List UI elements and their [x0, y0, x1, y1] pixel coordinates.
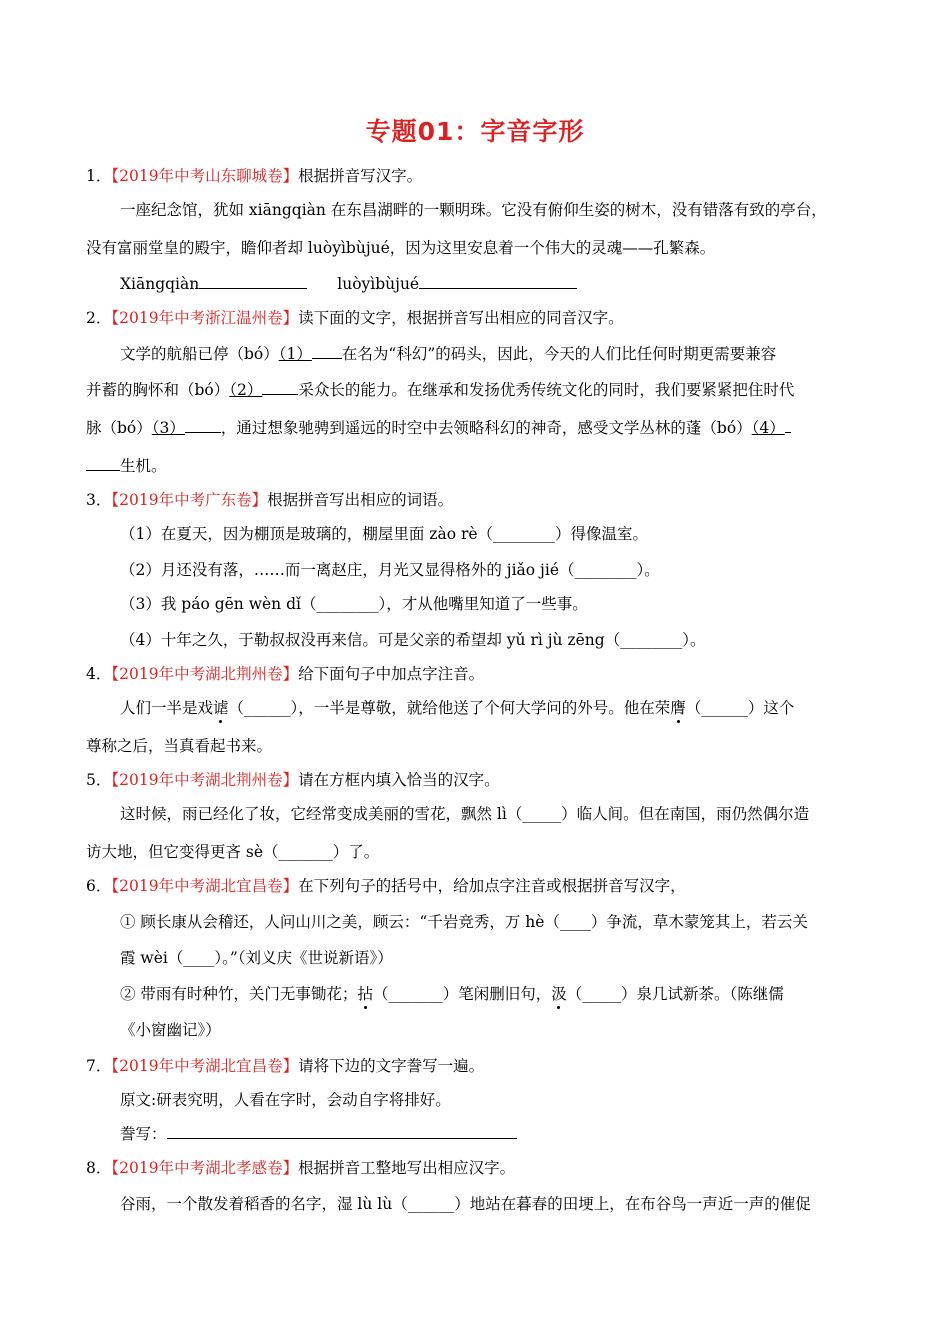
dotted-character: 谑: [213, 699, 229, 717]
question-2-header: 2．【2019年中考浙江温州卷】读下面的文字，根据拼音写出相应的同音汉字。: [86, 309, 624, 327]
question-2-text: 脉（bó）（3） ，通过想象驰骋到遥远的时空中去领略科幻的神奇，感受文学丛林的蓬（bó）（4）: [86, 418, 791, 438]
question-source: 【2019年中考湖北宜昌卷】: [111, 1057, 299, 1075]
dotted-character: 汲: [551, 985, 567, 1003]
question-7-copy-line: 誊写：: [120, 1124, 517, 1144]
question-3-item: （2）月还没有落，……而一离赵庄，月光又显得格外的 jiǎo jié（________）。: [120, 561, 660, 579]
question-3-header: 3．【2019年中考广东卷】根据拼音写出相应的词语。: [86, 491, 454, 509]
question-source: 【2019年中考山东聊城卷】: [111, 167, 299, 185]
question-source: 【2019年中考湖北孝感卷】: [111, 1159, 299, 1177]
question-3-item: （3）我 páo gēn wèn dǐ（________），才从他嘴里知道了一些事。: [120, 595, 588, 613]
question-2-text: 生机。: [86, 456, 167, 476]
answer-blank[interactable]: [419, 274, 577, 289]
question-6-text: ① 顾长康从会稽还，人问山川之美，顾云：“千岩竞秀，万 hè（____）争流，草木蒙笼其上，若云关: [120, 913, 808, 931]
question-1-text: 没有富丽堂皇的殿宇，瞻仰者却 luòyìbùjué，因为这里安息着一个伟大的灵魂——孔繁森。: [86, 239, 716, 257]
question-1-header: 1．【2019年中考山东聊城卷】根据拼音写汉字。: [86, 167, 423, 185]
answer-blank[interactable]: [262, 380, 298, 395]
question-8-header: 8．【2019年中考湖北孝感卷】根据拼音工整地写出相应汉字。: [86, 1159, 516, 1177]
dotted-character: 膺: [670, 699, 686, 717]
question-7-text: 原文:研表究明，人看在字时，会动自字将排好。: [120, 1091, 451, 1109]
question-2-text: 文学的航船已停（bó）（1） 在名为“科幻”的码头，因此，今天的人们比任何时期更需要兼容: [120, 345, 777, 363]
question-6-text: 霞 wèi（____）。”（刘义庆《世说新语》）: [120, 949, 393, 967]
question-4-text: 尊称之后，当真看起书来。: [86, 737, 273, 755]
answer-blank[interactable]: [185, 418, 221, 433]
question-5-text: 这时候，雨已经化了妆，它经常变成美丽的雪花，飘然 lì（_____）临人间。但在南国，雨仍然偶尔造: [120, 805, 810, 823]
question-4-text: 人们一半是戏谑（______），一半是尊敬，就给他送了个何大学问的外号。他在荣膺（______）这个: [120, 699, 795, 717]
answer-blank[interactable]: [167, 1124, 517, 1139]
question-5-text: 访大地，但它变得更吝 sè（_______）了。: [86, 843, 380, 861]
page-title: 专题01：字音字形: [365, 117, 585, 146]
question-1-answers: Xiāngqiàn luòyìbùjué: [120, 274, 577, 294]
question-1-text: 一座纪念馆，犹如 xiāngqiàn 在东昌湖畔的一颗明珠。它没有俯仰生姿的树木，没有错落有致的亭台，: [120, 201, 827, 219]
question-4-header: 4．【2019年中考湖北荆州卷】给下面句子中加点字注音。: [86, 665, 485, 683]
question-6-text: ② 带雨有时种竹，关门无事锄花；拈（_______）笔闲删旧句，汲（_____）泉几试新茶。（陈继儒: [120, 985, 784, 1003]
question-source: 【2019年中考湖北荆州卷】: [111, 665, 299, 683]
dotted-character: 拈: [357, 985, 373, 1003]
question-7-header: 7．【2019年中考湖北宜昌卷】请将下边的文字誊写一遍。: [86, 1057, 485, 1075]
question-5-header: 5．【2019年中考湖北荆州卷】请在方框内填入恰当的汉字。: [86, 771, 500, 789]
answer-blank[interactable]: [312, 344, 342, 359]
question-3-item: （1）在夏天，因为棚顶是玻璃的，棚屋里面 zào rè（________）得像温室。: [120, 525, 649, 543]
question-source: 【2019年中考浙江温州卷】: [111, 309, 299, 327]
question-3-item: （4）十年之久，于勒叔叔没再来信。可是父亲的希望却 yǔ rì jù zēng（________）。: [120, 631, 706, 649]
question-source: 【2019年中考广东卷】: [111, 491, 268, 509]
answer-blank[interactable]: [86, 456, 120, 471]
question-source: 【2019年中考湖北荆州卷】: [111, 771, 299, 789]
question-8-text: 谷雨，一个散发着稻香的名字，湿 lù lù（______）地站在暮春的田埂上，在布谷鸟一声近一声的催促: [120, 1195, 811, 1213]
question-6-header: 6．【2019年中考湖北宜昌卷】在下列句子的括号中，给加点字注音或根据拼音写汉字，: [86, 877, 686, 895]
question-source: 【2019年中考湖北宜昌卷】: [111, 877, 299, 895]
question-6-text: 《小窗幽记》）: [120, 1021, 221, 1039]
answer-blank[interactable]: [199, 274, 307, 289]
question-2-text: 并蓄的胸怀和（bó）（2） 采众长的能力。在继承和发扬优秀传统文化的同时，我们要紧紧把住时代: [86, 381, 795, 399]
